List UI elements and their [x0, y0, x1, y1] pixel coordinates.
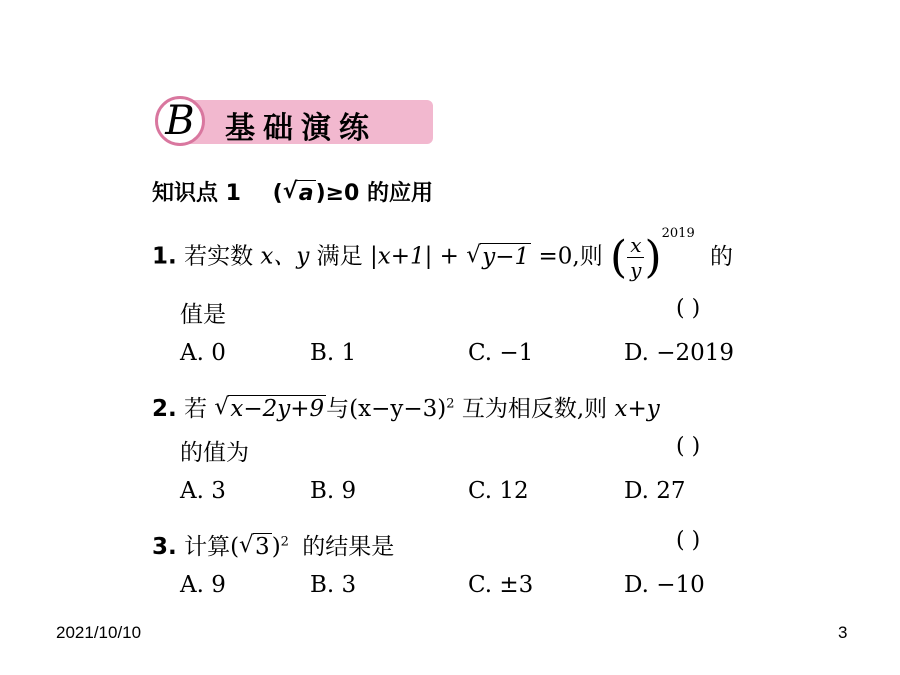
question-2-line-2: 的值为	[180, 440, 249, 466]
q2-choice-b: B. 9	[310, 478, 357, 504]
question-2-answer-paren: ( )	[676, 434, 701, 459]
knowledge-point-radicand: a	[298, 181, 314, 206]
knowledge-point-label: 知识点 1	[152, 181, 241, 206]
question-2-line-1: 2. 若 √ x−2y+9与$(x-y-3)^2$ 互为相反数,则 x+y	[152, 394, 660, 422]
question-2-number: 2.	[152, 396, 177, 422]
question-1-line-1: 1. 若实数 x、y 满足 |x+1| + √ y−1 =0,则 ( $\frac{x}{y}$ )$^{2019}$ 的	[152, 225, 734, 283]
question-3-line-1: 3. 计算( √ 3)$^2$ 的结果是	[152, 532, 395, 560]
question-1-line-2: 值是	[180, 302, 226, 328]
question-1-number: 1.	[152, 243, 177, 270]
q3-choice-c: C. ±3	[468, 572, 534, 598]
q3-choice-a: A. 9	[180, 572, 226, 598]
banner-letter: B	[165, 98, 195, 144]
question-3-number: 3.	[152, 534, 177, 560]
question-3-answer-paren: ( )	[676, 528, 701, 553]
q2-choice-c: C. 12	[468, 478, 529, 504]
banner-letter-circle	[155, 96, 205, 146]
q1-choice-b: B. 1	[310, 340, 357, 366]
q3-choice-d: D. −10	[624, 572, 705, 598]
q1-choice-a: A. 0	[180, 340, 226, 366]
q2-choice-d: D. 27	[624, 478, 686, 504]
question-1-answer-paren: ( )	[676, 296, 701, 321]
q3-choice-b: B. 3	[310, 572, 357, 598]
footer-date: 2021/10/10	[56, 623, 142, 642]
footer-page-number: 3	[838, 623, 848, 642]
section-banner	[155, 96, 435, 148]
section-title: 基础演练	[225, 111, 377, 146]
q1-choice-c: C. −1	[468, 340, 534, 366]
q1-choice-d: D. −2019	[624, 340, 735, 366]
knowledge-point-rest: ≥0 的应用	[325, 181, 434, 206]
knowledge-point-heading: 知识点 1 ( √ a)≥0 的应用	[152, 179, 434, 206]
q2-choice-a: A. 3	[180, 478, 226, 504]
fraction-x-over-y: $\frac{x}{y}$	[627, 233, 644, 282]
